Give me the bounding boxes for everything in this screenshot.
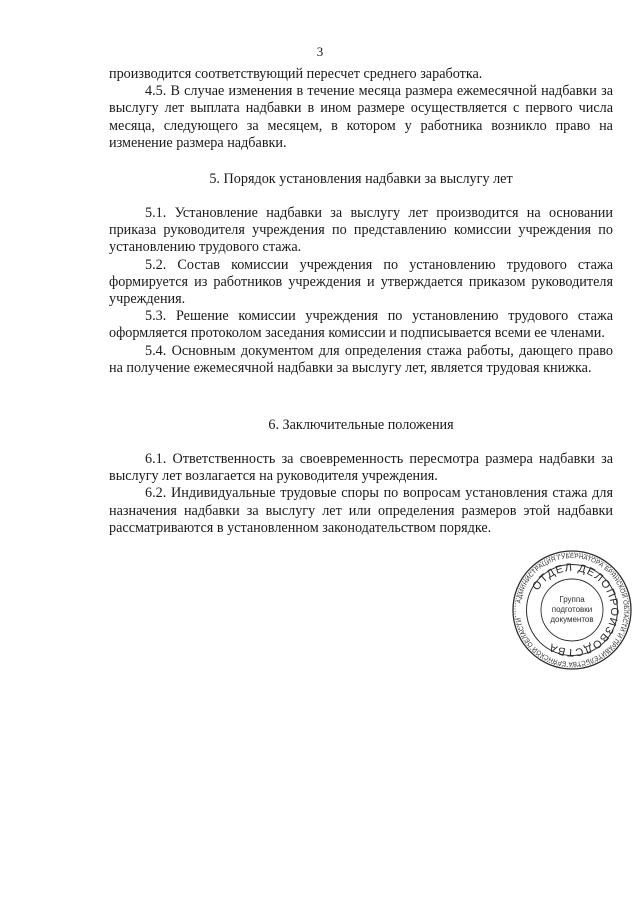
section-6-heading: 6. Заключительные положения bbox=[268, 417, 454, 433]
stamp-center-line-2: подготовки bbox=[551, 605, 593, 614]
section-5-heading: 5. Порядок установления надбавки за выслугу лет bbox=[209, 171, 513, 187]
stamp-center-line-1: Группа bbox=[559, 595, 585, 604]
office-seal-stamp bbox=[511, 549, 633, 671]
stamp-inner-ring-text: ОТДЕЛ ДЕЛОПРОИЗВОДСТВА bbox=[530, 561, 621, 659]
paragraph-5-2: 5.2. Состав комиссии учреждения по установлению трудового стажа формируется из работников учреждения и утверждается приказом руководителя учреждения. bbox=[109, 256, 613, 308]
paragraph-6-2: 6.2. Индивидуальные трудовые споры по вопросам установления стажа для назначения надбавки за выслугу лет или определения размеров этой надбавки рассматриваются в установленном законодательством порядке. bbox=[109, 485, 613, 536]
paragraph-5-3: 5.3. Решение комиссии учреждения по установлению трудового стажа оформляется протоколом заседания комиссии и подписывается всеми ее членами. bbox=[109, 308, 613, 342]
paragraph-continuation: производится соответствующий пересчет среднего заработка. bbox=[109, 66, 483, 82]
section-5-body bbox=[109, 205, 613, 377]
section-4-tail bbox=[109, 66, 613, 152]
paragraph-4-5: 4.5. В случае изменения в течение месяца размера ежемесячной надбавки за выслугу лет выплата надбавки в ином размере осуществляется с первого числа месяца, следующего за месяцем, в котором у работника возникло право на изменение размера надбавки. bbox=[109, 83, 613, 151]
paragraph-5-1: 5.1. Установление надбавки за выслугу лет производится на основании приказа руководителя учреждения по представлению комиссии учреждения по установлению трудового стажа. bbox=[109, 205, 613, 256]
paragraph-5-4: 5.4. Основным документом для определения стажа работы, дающего право на получение ежемесячной надбавки за выслугу лет, является трудовая книжка. bbox=[109, 342, 613, 376]
stamp-outer-ring-text: АДМИНИСТРАЦИЯ ГУБЕРНАТОРА БРЯНСКОЙ ОБЛАСТИ И ПРАВИТЕЛЬСТВА БРЯНСКОЙ ОБЛАСТИ bbox=[515, 552, 630, 668]
section-6-body bbox=[109, 451, 613, 537]
stamp-center-line-3: документов bbox=[550, 615, 594, 624]
paragraph-6-1: 6.1. Ответственность за своевременность пересмотра размера надбавки за выслугу лет возлагается на руководителя учреждения. bbox=[109, 451, 613, 485]
page-number: 3 bbox=[316, 44, 324, 59]
